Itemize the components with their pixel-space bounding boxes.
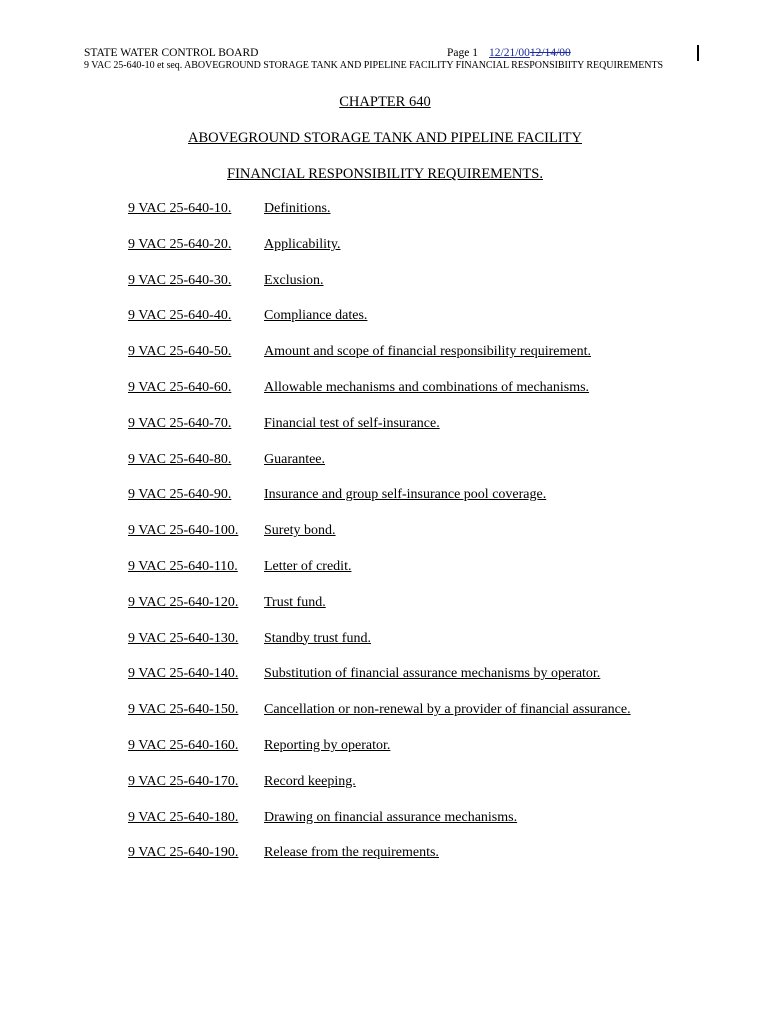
section-number[interactable]: 9 VAC 25-640-150.: [128, 702, 239, 718]
section-number[interactable]: 9 VAC 25-640-100.: [128, 523, 239, 539]
toc-entry[interactable]: [128, 343, 631, 379]
chapter-heading-line-2: [0, 165, 770, 183]
section-number[interactable]: 9 VAC 25-640-110.: [128, 558, 238, 574]
section-number[interactable]: 9 VAC 25-640-20.: [128, 236, 232, 252]
header-date-deleted: 12/14/00: [529, 47, 571, 59]
section-number[interactable]: 9 VAC 25-640-130.: [128, 630, 239, 646]
toc-entry[interactable]: [128, 630, 631, 666]
section-title[interactable]: Surety bond.: [264, 523, 336, 539]
toc-entry[interactable]: [128, 415, 631, 451]
toc-entry[interactable]: [128, 379, 631, 415]
toc-entry[interactable]: [128, 844, 631, 880]
header-board-name: STATE WATER CONTROL BOARD: [84, 47, 259, 59]
header-page-number: Page 1: [447, 47, 478, 59]
header-date: [489, 46, 571, 60]
header-subtitle: 9 VAC 25-640-10 et seq. ABOVEGROUND STORAGE TANK AND PIPELINE FACILITY FINANCIAL RESPONSIBIITY REQUIREMENTS: [84, 60, 664, 71]
toc-entry[interactable]: [128, 200, 631, 236]
toc-entry[interactable]: [128, 451, 631, 487]
section-title[interactable]: Trust fund.: [264, 594, 326, 610]
section-title[interactable]: Letter of credit.: [264, 558, 352, 574]
section-title[interactable]: Record keeping.: [264, 773, 356, 789]
revision-change-bar: [697, 45, 699, 61]
toc-entry[interactable]: [128, 307, 631, 343]
toc-entry[interactable]: [128, 665, 631, 701]
section-number[interactable]: 9 VAC 25-640-40.: [128, 308, 232, 324]
section-title[interactable]: Financial test of self-insurance.: [264, 415, 440, 431]
toc-entry[interactable]: [128, 773, 631, 809]
table-of-contents: [128, 200, 631, 880]
toc-entry[interactable]: [128, 236, 631, 272]
chapter-title: [0, 93, 770, 111]
toc-entry[interactable]: [128, 272, 631, 308]
section-title[interactable]: Definitions.: [264, 201, 331, 216]
section-title[interactable]: Guarantee.: [264, 451, 326, 467]
toc-entry[interactable]: [128, 809, 631, 845]
section-number[interactable]: 9 VAC 25-640-70.: [128, 415, 232, 431]
chapter-number: CHAPTER 640: [339, 94, 431, 110]
section-title[interactable]: Applicability.: [264, 236, 341, 252]
section-number[interactable]: 9 VAC 25-640-140.: [128, 666, 239, 682]
section-number[interactable]: 9 VAC 25-640-160.: [128, 737, 239, 753]
section-number[interactable]: 9 VAC 25-640-30.: [128, 272, 232, 288]
section-number[interactable]: 9 VAC 25-640-180.: [128, 809, 239, 825]
section-number[interactable]: 9 VAC 25-640-10.: [128, 201, 232, 216]
chapter-heading-text-2: FINANCIAL RESPONSIBILITY REQUIREMENTS.: [227, 166, 543, 182]
section-number[interactable]: 9 VAC 25-640-60.: [128, 379, 232, 395]
toc-entry[interactable]: [128, 486, 631, 522]
section-title[interactable]: Compliance dates.: [264, 308, 368, 324]
header-date-inserted: 12/21/00: [489, 47, 530, 59]
chapter-heading-line-1: [0, 129, 770, 147]
section-title[interactable]: Drawing on financial assurance mechanisms.: [264, 809, 518, 825]
section-title[interactable]: Reporting by operator.: [264, 737, 391, 753]
toc-entry[interactable]: [128, 522, 631, 558]
section-title[interactable]: Standby trust fund.: [264, 630, 371, 646]
section-title[interactable]: Cancellation or non-renewal by a provider of financial assurance.: [264, 702, 631, 718]
section-title[interactable]: Substitution of financial assurance mechanisms by operator.: [264, 666, 601, 682]
chapter-heading-text-1: ABOVEGROUND STORAGE TANK AND PIPELINE FACILITY: [188, 130, 582, 146]
page-header: [84, 46, 704, 60]
section-number[interactable]: 9 VAC 25-640-120.: [128, 594, 239, 610]
section-number[interactable]: 9 VAC 25-640-170.: [128, 773, 239, 789]
section-number[interactable]: 9 VAC 25-640-190.: [128, 845, 239, 861]
toc-entry[interactable]: [128, 558, 631, 594]
toc-entry[interactable]: [128, 594, 631, 630]
section-number[interactable]: 9 VAC 25-640-50.: [128, 344, 232, 360]
toc-entry[interactable]: [128, 737, 631, 773]
section-number[interactable]: 9 VAC 25-640-80.: [128, 451, 232, 467]
section-title[interactable]: Allowable mechanisms and combinations of mechanisms.: [264, 379, 590, 395]
toc-entry[interactable]: [128, 701, 631, 737]
section-number[interactable]: 9 VAC 25-640-90.: [128, 487, 232, 503]
section-title[interactable]: Amount and scope of financial responsibility requirement.: [264, 344, 591, 360]
section-title[interactable]: Release from the requirements.: [264, 845, 439, 861]
section-title[interactable]: Insurance and group self-insurance pool coverage.: [264, 487, 547, 503]
section-title[interactable]: Exclusion.: [264, 272, 324, 288]
